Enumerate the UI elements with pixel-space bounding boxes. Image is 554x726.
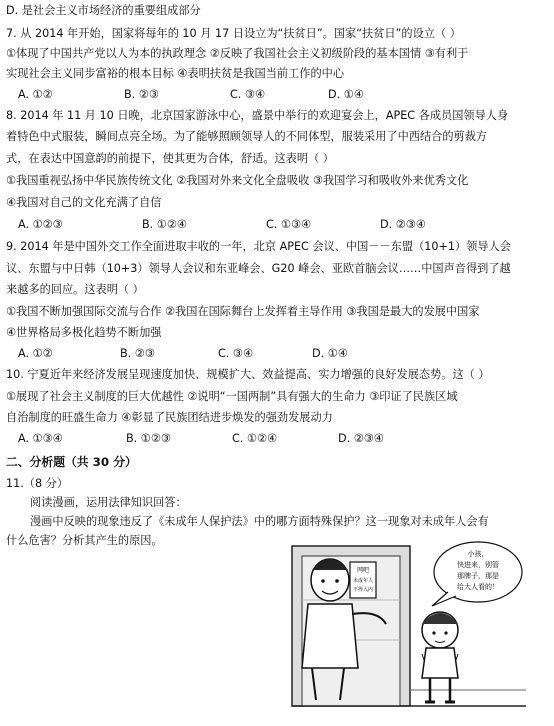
q8-option-c[interactable]: C. ①③④ — [266, 218, 312, 231]
speech-text-4: 给大人看的！ — [457, 583, 499, 591]
q8-statements-2: ④我国对自己的文化充满了自信 — [6, 196, 162, 209]
sign-text-2: 未成年人 — [352, 578, 374, 584]
q9-stem-2: 议、东盟与中日韩（10+3）领导人会议和东亚峰会、G20 峰会、亚欧首脑会议……中国声音得到了越 — [6, 262, 511, 275]
q8-option-a[interactable]: A. ①②③ — [18, 218, 63, 231]
q9-option-c[interactable]: C. ③④ — [218, 347, 253, 360]
q10-statements-2: 自治制度的旺盛生命力 ④彰显了民族团结进步焕发的强劲发展动力 — [6, 411, 333, 424]
cartoon-illustration — [290, 540, 526, 710]
q8-stem-2: 着特色中式服装，瞬间点亮全场。为了能够照顾领导人的不同体型，服装采用了中西结合的剪裁方 — [6, 130, 488, 143]
q8-statements-1: ①我国重视弘扬中华民族传统文化 ②我国对外来文化全盘吸收 ③我国学习和吸收外来优秀文化 — [6, 174, 469, 187]
q9-statements-2: ④世界格局多极化趋势不断加强 — [6, 326, 162, 339]
q7-option-b[interactable]: B. ②③ — [124, 88, 159, 101]
q10-stem: 10. 宁夏近年来经济发展呈现速度加快、规模扩大、效益提高、实力增强的良好发展态势。这（ ） — [6, 368, 490, 381]
q7-stem: 7. 从 2014 年开始，国家将每年的 10 月 17 日设立为“扶贫日”。国家“扶贫日”的设立（ ） — [6, 27, 461, 40]
q9-stem-3: 来越多的回应。这表明（ ） — [6, 283, 144, 296]
q8-option-b[interactable]: B. ①②④ — [142, 218, 187, 231]
speech-text-1: 小孩， — [467, 550, 489, 558]
q9-option-a[interactable]: A. ①② — [18, 347, 53, 360]
q11-number: 11.（8 分） — [6, 477, 69, 490]
speech-text-2: 快进来，别管 — [457, 561, 499, 569]
q10-statements-1: ①展现了社会主义制度的巨大优越性 ②说明“一国两制”具有强大的生命力 ③印证了民族区域 — [6, 390, 458, 403]
q9-statements-1: ①我国不断加强国际交流与合作 ②我国在国际舞台上发挥着主导作用 ③我国是最大的发展中国家 — [6, 305, 480, 318]
q8-stem-3: 式，在表达中国意韵的前提下，使其更为合体，舒适。这表明（ ） — [6, 152, 334, 165]
q8-option-d[interactable]: D. ②③④ — [380, 218, 426, 231]
no-minors-sign — [350, 562, 376, 598]
q10-option-c[interactable]: C. ①②④ — [232, 432, 278, 445]
q10-option-d[interactable]: D. ②③④ — [338, 432, 384, 445]
q11-question-1: 漫画中反映的现象违反了《未成年人保护法》中的哪方面特殊保护？这一现象对未成年人会有 — [30, 515, 489, 528]
q8-stem-1: 8. 2014 年 11 月 10 日晚，北京国家游泳中心，盛景中举行的欢迎宴会上，APEC 各成员国领导人身 — [6, 109, 509, 122]
q11-instruction: 阅读漫画，运用法律知识回答： — [30, 496, 187, 509]
q9-option-d[interactable]: D. ①④ — [312, 347, 348, 360]
q7-statements-1: ①体现了中国共产党以人为本的执政理念 ②反映了我国社会主义初级阶段的基本国情 ③有利于 — [6, 47, 469, 60]
q7-option-d[interactable]: D. ①④ — [328, 88, 364, 101]
q7-option-a[interactable]: A. ①② — [18, 88, 53, 101]
q10-option-a[interactable]: A. ①③④ — [18, 432, 63, 445]
q6-option-d: D. 是社会主义市场经济的重要组成部分 — [6, 4, 201, 17]
section-title: 二、分析题（共 30 分） — [6, 455, 137, 469]
speech-text-3: 那牌子，那是 — [457, 572, 499, 580]
q7-statements-2: 实现社会主义同步富裕的根本目标 ④表明扶贫是我国当前工作的中心 — [6, 67, 345, 80]
q7-option-c[interactable]: C. ③④ — [230, 88, 265, 101]
sign-text-1: 网吧 — [356, 567, 370, 574]
q11-question-2: 什么危害？分析其产生的原因。 — [6, 534, 163, 547]
q9-option-b[interactable]: B. ②③ — [120, 347, 155, 360]
sign-text-3: 不得入内 — [352, 587, 374, 593]
q10-option-b[interactable]: B. ①②③ — [126, 432, 171, 445]
q9-stem-1: 9. 2014 年是中国外交工作全面进取丰收的一年，北京 APEC 会议、中国－－东盟（10+1）领导人会 — [6, 240, 511, 253]
